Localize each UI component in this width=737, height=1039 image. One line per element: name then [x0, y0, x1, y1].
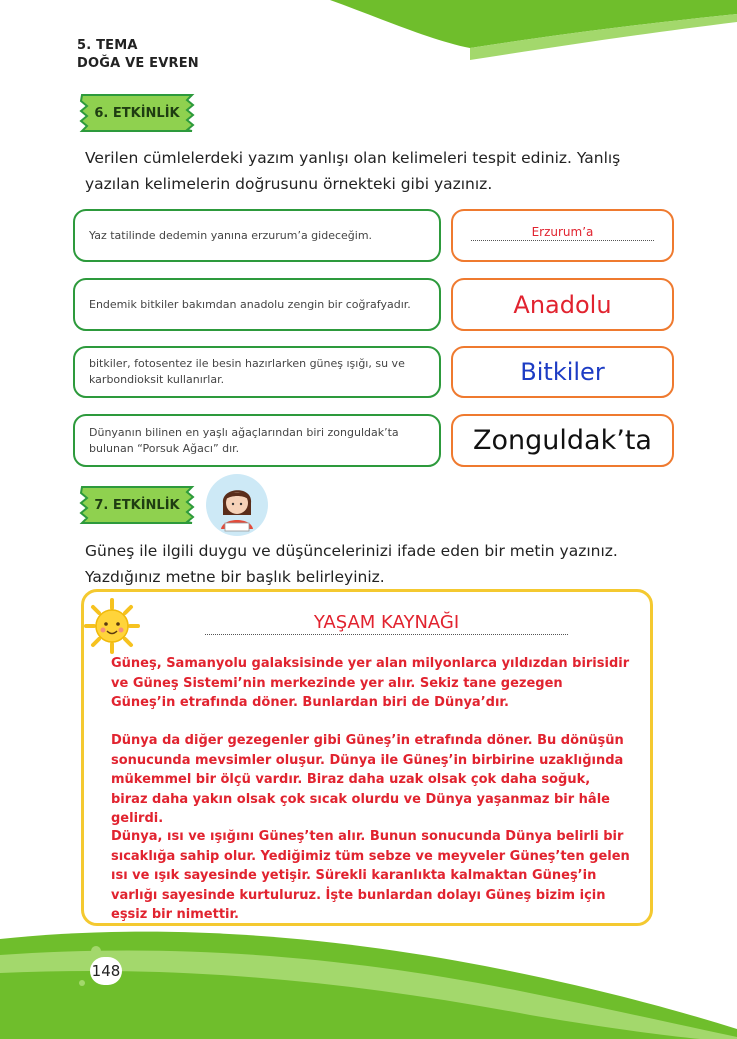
essay-paragraph-2: Dünya da diğer gezegenler gibi Güneş’in etrafında döner. Bu dönüşün sonucunda mevsimler oluşur. Dünya ile Güneş’in birbirine uzaklığında mükemmel bir ölçü vardır. Biraz daha uzak olsak çok daha soğuk, biraz daha yakın olsak çok sıcak olurdu ve Dünya yaşanmaz bir hâle gelirdi.	[111, 733, 624, 826]
activity-6-instruction: Verilen cümlelerdeki yazım yanlışı olan kelimeleri tespit ediniz. Yanlış yazılan kelimelerin doğrusunu örnekteki gibi yazınız.	[85, 149, 621, 193]
question-box-1	[73, 209, 441, 262]
theme-title: DOĞA VE EVREN	[77, 56, 199, 71]
sun-icon	[84, 598, 140, 654]
question-sentence-4: Dünyanın bilinen en yaşlı ağaçlarından biri zonguldak’ta bulunan “Porsuk Ağacı” dır.	[89, 425, 399, 455]
question-box-3	[73, 346, 441, 398]
activity-6-badge	[78, 91, 196, 135]
activity-7-badge	[78, 483, 196, 527]
answer-text-4: Zonguldak’ta	[473, 425, 652, 456]
question-sentence-3: bitkiler, fotosentez ile besin hazırlarken güneş ışığı, su ve karbondioksit kullanırlar.	[89, 357, 405, 386]
question-sentence-1: Yaz tatilinde dedemin yanına erzurum’a gideceğim.	[89, 228, 373, 242]
essay-paragraph-1: Güneş, Samanyolu galaksisinde yer alan milyonlarca yıldızdan birisidir ve Güneş Sistemi’nin merkezinde yer alır. Sekiz tane gezegen Güneş’in etrafında döner. Bunlardan biri de Dünya’dır.	[111, 656, 630, 710]
writing-child-icon	[205, 473, 269, 537]
question-box-4	[73, 414, 441, 467]
activity-7-label: 7. ETKİNLİK	[94, 497, 180, 513]
answer-box-2[interactable]	[451, 278, 674, 331]
answer-text-2: Anadolu	[513, 290, 612, 319]
question-box-2	[73, 278, 441, 331]
essay-paragraph-3: Dünya, ısı ve ışığını Güneş’ten alır. Bunun sonucunda Dünya belirli bir sıcaklığa sahip olur. Yediğimiz tüm sebze ve meyveler Güneş’ten gelen ısı ve ışık sayesinde yetişir. Sürekli karanlıkta kalmaktan Güneş’in varlığı sayesinde kurtuluruz. İşte bunlardan dolayı Güneş bizim için eşsiz bir nimettir.	[111, 829, 630, 922]
essay-title: YAŞAM KAYNAĞI	[205, 612, 568, 635]
page-number: 148	[90, 957, 122, 985]
question-sentence-2: Endemik bitkiler bakımdan anadolu zengin bir coğrafyadır.	[89, 297, 411, 311]
answer-box-4[interactable]	[451, 414, 674, 467]
answer-box-3[interactable]	[451, 346, 674, 398]
activity-7-instruction: Güneş ile ilgili duygu ve düşüncelerinizi ifade eden bir metin yazınız. Yazdığınız metne bir başlık belirleyiniz.	[85, 542, 618, 586]
answer-text-3: Bitkiler	[520, 358, 605, 386]
answer-example-1: Erzurum’a	[471, 225, 654, 241]
answer-box-1[interactable]	[451, 209, 674, 262]
activity-6-label: 6. ETKİNLİK	[94, 105, 180, 121]
theme-number: 5. TEMA	[77, 38, 138, 53]
